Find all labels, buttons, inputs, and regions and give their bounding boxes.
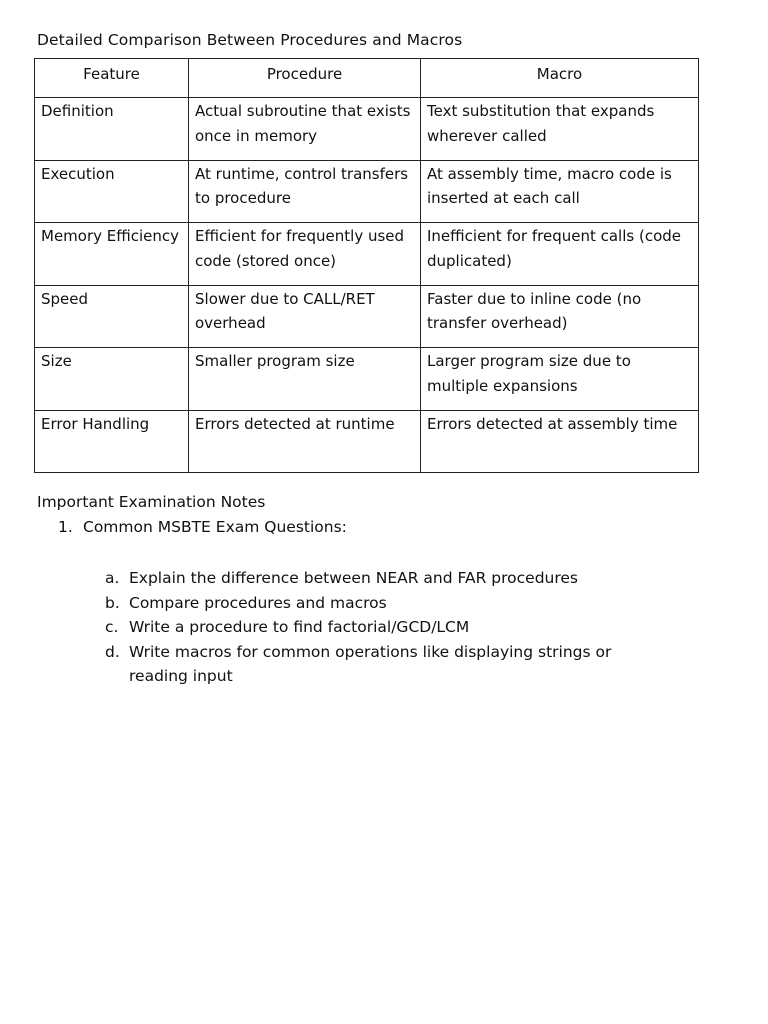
cell-procedure: Errors detected at runtime — [189, 410, 421, 473]
numbered-item-text: Common MSBTE Exam Questions: — [83, 518, 347, 536]
cell-feature: Size — [35, 348, 189, 411]
cell-feature: Memory Efficiency — [35, 223, 189, 286]
cell-macro: Larger program size due to multiple expansions — [421, 348, 699, 411]
table-row — [35, 348, 699, 411]
list-item — [105, 615, 665, 640]
list-item — [105, 591, 665, 616]
table-row — [35, 285, 699, 348]
table-row — [35, 98, 699, 161]
table-header-row — [35, 59, 699, 98]
header-feature: Feature — [35, 59, 189, 98]
header-procedure: Procedure — [189, 59, 421, 98]
document-title: Detailed Comparison Between Procedures and Macros — [37, 31, 463, 49]
cell-macro: Faster due to inline code (no transfer overhead) — [421, 285, 699, 348]
cell-procedure: Smaller program size — [189, 348, 421, 411]
cell-procedure: Actual subroutine that exists once in memory — [189, 98, 421, 161]
list-item — [105, 566, 665, 591]
comparison-table — [34, 58, 699, 473]
list-item-text: Write a procedure to find factorial/GCD/LCM — [129, 618, 470, 636]
list-item — [105, 640, 665, 689]
header-macro: Macro — [421, 59, 699, 98]
list-item-marker: a. — [105, 569, 120, 587]
cell-feature: Execution — [35, 160, 189, 223]
table-row — [35, 160, 699, 223]
cell-macro: Errors detected at assembly time — [421, 410, 699, 473]
list-item-marker: d. — [105, 642, 120, 661]
list-item-text: Explain the difference between NEAR and FAR procedures — [129, 569, 579, 587]
cell-procedure: Slower due to CALL/RET overhead — [189, 285, 421, 348]
cell-feature: Error Handling — [35, 410, 189, 473]
list-item-marker: b. — [105, 593, 120, 612]
list-item-text: Write macros for common operations like displaying strings or reading input — [129, 642, 612, 685]
table-row — [35, 223, 699, 286]
cell-procedure: Efficient for frequently used code (stored once) — [189, 223, 421, 286]
notes-heading: Important Examination Notes — [37, 493, 266, 511]
cell-feature: Speed — [35, 285, 189, 348]
cell-feature: Definition — [35, 98, 189, 161]
numbered-item-marker: 1. — [58, 518, 73, 536]
exam-questions-list — [105, 566, 665, 689]
list-item-marker: c. — [105, 618, 119, 636]
table-row — [35, 410, 699, 473]
cell-macro: Text substitution that expands wherever called — [421, 98, 699, 161]
list-item-text: Compare procedures and macros — [129, 593, 387, 612]
cell-procedure: At runtime, control transfers to procedure — [189, 160, 421, 223]
cell-macro: Inefficient for frequent calls (code duplicated) — [421, 223, 699, 286]
cell-macro: At assembly time, macro code is inserted at each call — [421, 160, 699, 223]
numbered-item — [58, 518, 347, 536]
